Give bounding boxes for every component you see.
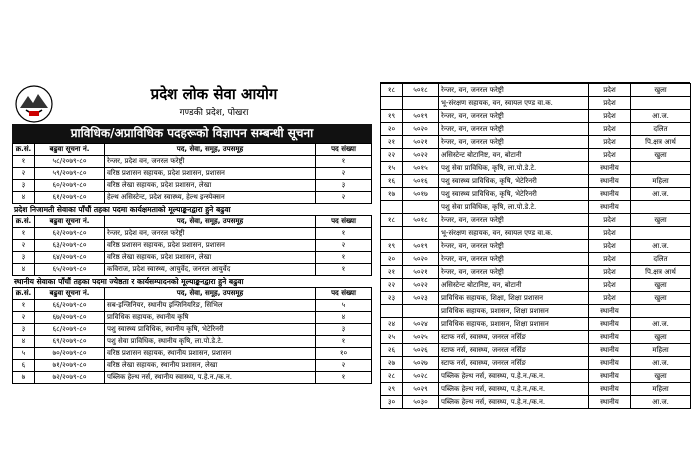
row-number: २२ xyxy=(381,149,403,162)
table-row xyxy=(381,97,691,110)
post-description: प्राविधिक सहायक, प्रशासन, शिक्षा प्रशासन xyxy=(439,305,589,318)
table-row xyxy=(381,214,691,227)
post-description: स्टाफ नर्स, स्वास्थ्य, जनरल नर्सिङ xyxy=(439,331,589,344)
post-description: वरिष्ठ लेखा सहायक, स्थानीय प्रशासन, लेखा xyxy=(105,360,316,372)
notice-number: ५०१६ xyxy=(403,175,439,188)
section-title: स्थानीय सेवाका पाँचौं तहका पदमा ज्येष्ठता र कार्यसम्पादनको मूल्याङ्कनद्वारा हुने बढुवा xyxy=(14,277,244,286)
row-number: २१ xyxy=(381,266,403,279)
quota-type: आ.ज. xyxy=(631,318,691,331)
notice-number: ५०१९ xyxy=(403,240,439,253)
column-header: पद संख्या xyxy=(316,216,372,228)
service-level: स्थानीय xyxy=(589,357,631,370)
post-count: ३ xyxy=(316,180,372,192)
quota-type: महिला xyxy=(631,383,691,396)
row-number: १९ xyxy=(381,110,403,123)
service-level: स्थानीय xyxy=(589,162,631,175)
quota-type: आ.ज. xyxy=(631,240,691,253)
post-count: २ xyxy=(316,192,372,204)
table-row xyxy=(381,110,691,123)
quota-type xyxy=(631,162,691,175)
post-description: स्टाफ नर्स, स्वास्थ्य, जनरल नर्सिङ xyxy=(439,357,589,370)
table-row xyxy=(381,357,691,370)
row-number xyxy=(381,305,403,318)
table-row xyxy=(13,264,372,276)
notice-number: ५०१७ xyxy=(403,188,439,201)
table-row xyxy=(13,372,372,384)
service-level: स्थानीय xyxy=(589,396,631,409)
table-header-row xyxy=(13,288,372,300)
right-table xyxy=(380,83,691,409)
notice-number: ५०२९ xyxy=(403,383,439,396)
post-count: १ xyxy=(316,228,372,240)
column-header: पद, सेवा, समूह, उपसमूह xyxy=(105,288,316,300)
table-row xyxy=(381,136,691,149)
quota-type xyxy=(631,305,691,318)
service-level: स्थानीय xyxy=(589,344,631,357)
notice-number: ६०/२०७९-८० xyxy=(35,180,105,192)
table-row xyxy=(381,175,691,188)
table-header-row xyxy=(13,216,372,228)
notice-number: ६१/२०७९-८० xyxy=(35,192,105,204)
row-number: ७ xyxy=(13,372,35,384)
service-level: प्रदेश xyxy=(589,110,631,123)
notice-number: ५०३० xyxy=(403,396,439,409)
quota-type: पि.क्षत्र आर्थ xyxy=(631,136,691,149)
table-row xyxy=(13,168,372,180)
post-description: असिस्टेन्ट बोटानिष्ट, वन, बोटानी xyxy=(439,279,589,292)
service-level: स्थानीय xyxy=(589,370,631,383)
row-number xyxy=(381,227,403,240)
notice-number xyxy=(403,305,439,318)
notice-number: ६३/२०७९-८० xyxy=(35,240,105,252)
post-count: २ xyxy=(316,360,372,372)
service-level: प्रदेश xyxy=(589,136,631,149)
post-description: पब्लिक हेल्थ नर्स, स्वास्थ्य, प.हे.न./क.न. xyxy=(439,383,589,396)
row-number: २० xyxy=(381,123,403,136)
section-title: प्रदेश निजामती सेवाका पाँचौं तहका पदमा कार्यक्षमताको मूल्याङ्कनद्वारा हुने बढुवा xyxy=(14,205,231,214)
commission-logo-icon xyxy=(14,84,54,124)
service-level: प्रदेश xyxy=(589,253,631,266)
row-number: २ xyxy=(13,240,35,252)
post-description: कविराज, प्रदेश स्वास्थ्य, आयुर्वेद, जनरल आयुर्वेद xyxy=(105,264,316,276)
notice-number: ६२/२०७९-८० xyxy=(35,228,105,240)
post-description: पब्लिक हेल्थ नर्स, स्थानीय स्वास्थ्य, प.हे.न./क.न. xyxy=(105,372,316,384)
row-number: २३ xyxy=(381,292,403,305)
notice-number: ५०२८ xyxy=(403,370,439,383)
post-description: पशु स्वास्थ्य प्राविधिक, कृषि, भेटेरिनरी xyxy=(439,175,589,188)
post-description: पशु स्वास्थ्य प्राविधिक, स्थानीय कृषि, भेटेरिनरी xyxy=(105,324,316,336)
quota-type: आ.ज. xyxy=(631,188,691,201)
notice-number: ५०२५ xyxy=(403,331,439,344)
post-count: १० xyxy=(316,348,372,360)
post-description: स्टाफ नर्स, स्वास्थ्य, जनरल नर्सिङ xyxy=(439,344,589,357)
column-header: पद संख्या xyxy=(316,144,372,156)
post-description: वरिष्ठ प्रशासन सहायक, स्थानीय प्रशासन, प्रशासन xyxy=(105,348,316,360)
notice-number: ५०२२ xyxy=(403,149,439,162)
post-description: पशु सेवा प्राविधिक, कृषि, ला.पो.डे.टे. xyxy=(439,162,589,175)
column-header: क्र.सं. xyxy=(13,216,35,228)
row-number: २० xyxy=(381,253,403,266)
table-row xyxy=(381,305,691,318)
notice-number: ५०१८ xyxy=(403,214,439,227)
table-row xyxy=(381,266,691,279)
column-header: पद, सेवा, समूह, उपसमूह xyxy=(105,216,316,228)
left-column xyxy=(12,82,372,450)
table-header-row xyxy=(13,144,372,156)
table-row xyxy=(381,279,691,292)
post-description: वरिष्ठ प्रशासन सहायक, प्रदेश प्रशासन, प्रशासन xyxy=(105,168,316,180)
row-number: १५ xyxy=(381,162,403,175)
post-description: रेन्जर, वन, जनरल फरेष्ट्री xyxy=(439,110,589,123)
post-count: १ xyxy=(316,336,372,348)
row-number: ४ xyxy=(13,264,35,276)
post-description: पब्लिक हेल्थ नर्स, स्वास्थ्य, प.हे.न./क.न. xyxy=(439,370,589,383)
table-row xyxy=(381,84,691,97)
column-header: बढुवा सूचना नं. xyxy=(35,288,105,300)
row-number: ३ xyxy=(13,252,35,264)
table-row xyxy=(13,312,372,324)
table-row xyxy=(381,188,691,201)
page-title: प्रदेश लोक सेवा आयोग xyxy=(150,85,278,103)
column-header: पद, सेवा, समूह, उपसमूह xyxy=(105,144,316,156)
table-row xyxy=(381,240,691,253)
column-header: बढुवा सूचना नं. xyxy=(35,144,105,156)
service-level: प्रदेश xyxy=(589,149,631,162)
table-row xyxy=(381,370,691,383)
row-number xyxy=(381,201,403,214)
table-row xyxy=(381,227,691,240)
notice-number: ६४/२०७९-८० xyxy=(35,252,105,264)
notice-number: ५०२१ xyxy=(403,136,439,149)
post-description: असिस्टेन्ट बोटानिष्ट, वन, बोटानी xyxy=(439,149,589,162)
row-number: ६ xyxy=(13,360,35,372)
service-level: प्रदेश xyxy=(589,227,631,240)
service-level: स्थानीय xyxy=(589,175,631,188)
table-row xyxy=(13,180,372,192)
post-description: प्राविधिक सहायक, शिक्षा, शिक्षा प्रशासन xyxy=(439,292,589,305)
post-description: भू-संरक्षण सहायक, वन, स्वायल एण्ड वा.क. xyxy=(439,97,589,110)
row-number: २६ xyxy=(381,344,403,357)
table-row xyxy=(381,331,691,344)
post-description: प्राविधिक सहायक, प्रशासन, शिक्षा प्रशासन xyxy=(439,318,589,331)
notice-number: ५०२२ xyxy=(403,279,439,292)
table-row xyxy=(381,292,691,305)
posts-table xyxy=(12,287,372,384)
row-number: ५ xyxy=(13,348,35,360)
notice-number: ५०२० xyxy=(403,253,439,266)
table-row xyxy=(13,156,372,168)
row-number: २७ xyxy=(381,357,403,370)
service-level: प्रदेश xyxy=(589,266,631,279)
table-row xyxy=(13,228,372,240)
row-number: ४ xyxy=(13,192,35,204)
service-level: स्थानीय xyxy=(589,188,631,201)
quota-type: दलित xyxy=(631,123,691,136)
post-count: ३ xyxy=(316,324,372,336)
post-description: रेन्जर, प्रदेश वन, जनरल फरेष्ट्री xyxy=(105,228,316,240)
notice-number: ५०२३ xyxy=(403,292,439,305)
notice-number: ५८/२०७९-८० xyxy=(35,156,105,168)
quota-type: आ.ज. xyxy=(631,110,691,123)
quota-type: खुला xyxy=(631,149,691,162)
table-row xyxy=(381,318,691,331)
post-count: १ xyxy=(316,372,372,384)
service-level: प्रदेश xyxy=(589,84,631,97)
table-row xyxy=(381,253,691,266)
post-count: ५ xyxy=(316,300,372,312)
post-description: हेल्थ असिस्टेन्ट, प्रदेश स्वास्थ्य, हेल्थ इन्स्पेक्सन xyxy=(105,192,316,204)
post-description: सब-इन्जिनियर, स्थानीय इन्जिनियरिङ, सिभिल xyxy=(105,300,316,312)
row-number: २ xyxy=(13,312,35,324)
row-number: २२ xyxy=(381,279,403,292)
row-number: १८ xyxy=(381,214,403,227)
quota-type: खुला xyxy=(631,279,691,292)
service-level: प्रदेश xyxy=(589,97,631,110)
table-row xyxy=(13,240,372,252)
service-level: स्थानीय xyxy=(589,201,631,214)
quota-type: पि.क्षत्र आर्थ xyxy=(631,266,691,279)
row-number: १ xyxy=(13,300,35,312)
notice-number: ७१/२०७९-८० xyxy=(35,360,105,372)
quota-type: आ.ज. xyxy=(631,357,691,370)
row-number xyxy=(381,97,403,110)
notice-number: ६९/२०७९-८० xyxy=(35,336,105,348)
row-number: २९ xyxy=(381,383,403,396)
page-subtitle: गण्डकी प्रदेश, पोखरा xyxy=(179,108,249,118)
row-number: २१ xyxy=(381,136,403,149)
post-count: २ xyxy=(316,240,372,252)
quota-type: आ.ज. xyxy=(631,396,691,409)
row-number: ३ xyxy=(13,324,35,336)
row-number: १६ xyxy=(381,175,403,188)
post-description: रेन्जर, वन, जनरल फरेष्ट्री xyxy=(439,123,589,136)
post-description: रेन्जर, वन, जनरल फरेष्ट्री xyxy=(439,214,589,227)
service-level: प्रदेश xyxy=(589,123,631,136)
post-count: ४ xyxy=(316,312,372,324)
notice-number xyxy=(403,97,439,110)
notice-number: ५०१५ xyxy=(403,162,439,175)
row-number: १ xyxy=(13,228,35,240)
notice-number: ५०२७ xyxy=(403,357,439,370)
row-number: १९ xyxy=(381,240,403,253)
notice-number: ५०१८ xyxy=(403,84,439,97)
post-description: प्राविधिक सहायक, स्थानीय कृषि xyxy=(105,312,316,324)
row-number: २४ xyxy=(381,318,403,331)
table-row xyxy=(381,201,691,214)
post-description: रेन्जर, वन, जनरल फरेष्ट्री xyxy=(439,136,589,149)
column-header: क्र.सं. xyxy=(13,144,35,156)
table-row xyxy=(13,252,372,264)
column-header: क्र.सं. xyxy=(13,288,35,300)
post-description: पशु सेवा प्राविधिक, कृषि, ला.पो.डे.टे. xyxy=(439,201,589,214)
row-number: ४ xyxy=(13,336,35,348)
table-row xyxy=(13,300,372,312)
column-header: बढुवा सूचना नं. xyxy=(35,216,105,228)
notice-header xyxy=(12,82,372,124)
quota-type xyxy=(631,227,691,240)
post-count: १ xyxy=(316,156,372,168)
row-number: २५ xyxy=(381,331,403,344)
service-level: स्थानीय xyxy=(589,318,631,331)
post-description: रेन्जर, वन, जनरल फरेष्ट्री xyxy=(439,240,589,253)
post-description: रेन्जर, वन, जनरल फरेष्ट्री xyxy=(439,84,589,97)
service-level: प्रदेश xyxy=(589,279,631,292)
post-count: २ xyxy=(316,168,372,180)
table-row xyxy=(13,324,372,336)
notice-number: ५०२६ xyxy=(403,344,439,357)
table-row xyxy=(13,336,372,348)
service-level: स्थानीय xyxy=(589,305,631,318)
quota-type: दलित xyxy=(631,253,691,266)
post-count: १ xyxy=(316,264,372,276)
posts-table xyxy=(12,143,372,204)
post-count: १ xyxy=(316,252,372,264)
table-row xyxy=(381,123,691,136)
quota-type xyxy=(631,201,691,214)
post-description: भू-संरक्षण सहायक, वन, स्वायल एण्ड वा.क. xyxy=(439,227,589,240)
notice-number: ६६/२०७९-८० xyxy=(35,300,105,312)
service-level: स्थानीय xyxy=(589,383,631,396)
table-row xyxy=(381,344,691,357)
notice-number: ६८/२०७९-८० xyxy=(35,324,105,336)
table-row xyxy=(381,149,691,162)
post-description: रेन्जर, प्रदेश वन, जनरल फरेष्ट्री xyxy=(105,156,316,168)
table-row xyxy=(381,383,691,396)
row-number: ३० xyxy=(381,396,403,409)
row-number: १ xyxy=(13,156,35,168)
notice-number: ५९/२०७९-८० xyxy=(35,168,105,180)
notice-number: ७२/२०७९-८० xyxy=(35,372,105,384)
quota-type: खुला xyxy=(631,292,691,305)
service-level: प्रदेश xyxy=(589,214,631,227)
table-row xyxy=(13,360,372,372)
row-number: २ xyxy=(13,168,35,180)
right-column xyxy=(380,82,690,451)
quota-type: खुला xyxy=(631,331,691,344)
post-description: पशु स्वास्थ्य प्राविधिक, कृषि, भेटेरिनरी xyxy=(439,188,589,201)
notice-number: ५०२० xyxy=(403,123,439,136)
quota-type xyxy=(631,97,691,110)
service-level: स्थानीय xyxy=(589,331,631,344)
notice-number: ५०२४ xyxy=(403,318,439,331)
row-number: ३ xyxy=(13,180,35,192)
column-header: पद संख्या xyxy=(316,288,372,300)
post-description: वरिष्ठ लेखा सहायक, प्रदेश प्रशासन, लेखा xyxy=(105,180,316,192)
notice-number: ६७/२०७९-८० xyxy=(35,312,105,324)
post-description: रेन्जर, वन, जनरल फरेष्ट्री xyxy=(439,266,589,279)
notice-number: ५०१९ xyxy=(403,110,439,123)
table-row xyxy=(381,162,691,175)
quota-type: खुला xyxy=(631,84,691,97)
notice-number: ६५/२०७९-८० xyxy=(35,264,105,276)
table-row xyxy=(381,396,691,409)
service-level: प्रदेश xyxy=(589,240,631,253)
post-description: रेन्जर, वन, जनरल फरेष्ट्री xyxy=(439,253,589,266)
notice-number xyxy=(403,201,439,214)
post-description: पब्लिक हेल्थ नर्स, स्वास्थ्य, प.हे.न./क.न. xyxy=(439,396,589,409)
row-number: १७ xyxy=(381,188,403,201)
post-description: वरिष्ठ लेखा सहायक, प्रदेश प्रशासन, लेखा xyxy=(105,252,316,264)
quota-type: महिला xyxy=(631,344,691,357)
post-description: वरिष्ठ प्रशासन सहायक, प्रदेश प्रशासन, प्रशासन xyxy=(105,240,316,252)
table-row xyxy=(13,348,372,360)
row-number: १८ xyxy=(381,84,403,97)
post-description: पशु सेवा प्राविधिक, स्थानीय कृषि, ला.पो.डे.टे. xyxy=(105,336,316,348)
service-level: प्रदेश xyxy=(589,292,631,305)
notice-number xyxy=(403,227,439,240)
left-tables xyxy=(12,143,372,384)
posts-table xyxy=(12,215,372,276)
quota-type: खुला xyxy=(631,214,691,227)
quota-type: महिला xyxy=(631,175,691,188)
table-row xyxy=(13,192,372,204)
row-number: २८ xyxy=(381,370,403,383)
quota-type: खुला xyxy=(631,370,691,383)
notice-number: ५०२१ xyxy=(403,266,439,279)
notice-number: ७०/२०७९-८० xyxy=(35,348,105,360)
notice-banner: प्राविधिक/अप्राविधिक पदहरूको विज्ञापन सम्बन्धी सूचना xyxy=(12,124,372,143)
